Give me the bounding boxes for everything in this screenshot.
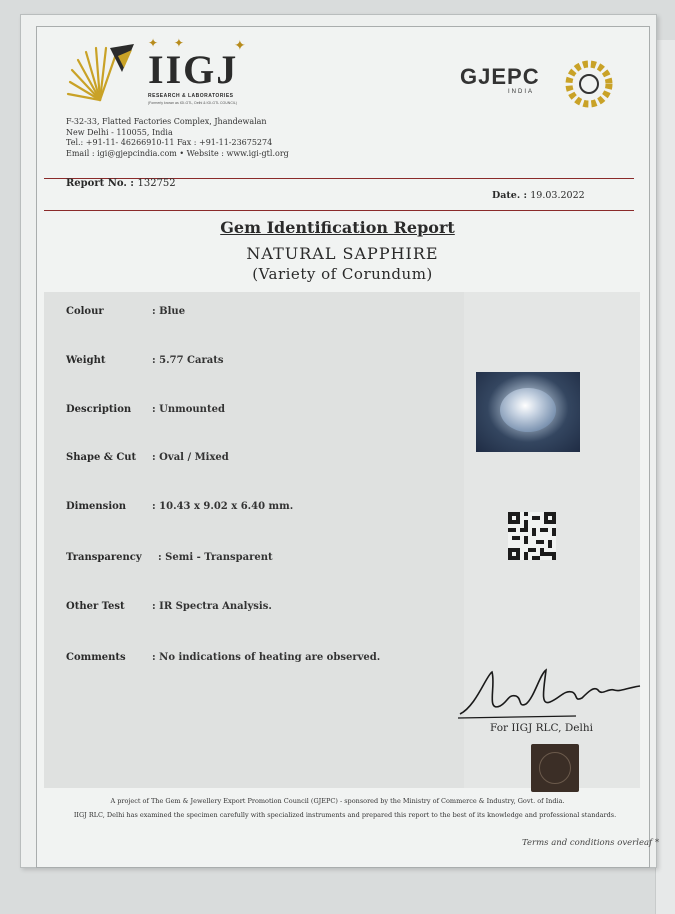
field-value: : No indications of heating are observed. bbox=[152, 652, 381, 663]
background-edge bbox=[655, 40, 675, 914]
gjepc-logo-icon bbox=[563, 58, 615, 110]
field-value: : Unmounted bbox=[152, 404, 225, 415]
field-label: Description bbox=[66, 404, 132, 415]
gem-variety: (Variety of Corundum) bbox=[252, 265, 433, 283]
star-icon: ✦ ✦ bbox=[148, 36, 190, 50]
brand-subtitle: RESEARCH & LABORATORIES bbox=[148, 93, 234, 99]
address-line: New Delhi - 110055, India bbox=[66, 127, 173, 137]
field-value: : 5.77 Carats bbox=[152, 355, 224, 366]
report-date-label: Date. : bbox=[492, 190, 527, 201]
address-email: Email : igi@gjepcindia.com • Website : www.igi-gtl.org bbox=[66, 148, 289, 158]
partner-country: INDIA bbox=[508, 89, 535, 95]
brand-name: IIGJ bbox=[148, 47, 239, 92]
gem-name: NATURAL SAPPHIRE bbox=[246, 244, 439, 263]
field-value: : Blue bbox=[152, 306, 186, 317]
field-label: Transparency bbox=[66, 552, 142, 563]
signature-image bbox=[456, 666, 646, 726]
seal-ring bbox=[539, 752, 571, 784]
report-date bbox=[492, 190, 585, 201]
hologram-seal bbox=[531, 744, 579, 792]
footer-disclaimer: IIGJ RLC, Delhi has examined the specimen carefully with specialized instruments and prepared this report to the best of its knowledge and professional standards. bbox=[73, 811, 617, 819]
field-label: Colour bbox=[66, 306, 104, 317]
divider bbox=[44, 210, 634, 211]
star-icon: ✦ bbox=[234, 38, 246, 54]
signatory-line: For IIGJ RLC, Delhi bbox=[490, 722, 593, 734]
field-value: : IR Spectra Analysis. bbox=[152, 601, 272, 612]
lab-address bbox=[66, 117, 289, 159]
sapphire-stone-image bbox=[500, 388, 556, 432]
partner-name: GJEPC bbox=[460, 64, 540, 89]
report-number bbox=[66, 178, 176, 189]
terms-link: Terms and conditions overleaf * bbox=[522, 838, 660, 848]
footer-project-note: A project of The Gem & Jewellery Export Promotion Council (GJEPC) - sponsored by the Ministry of Commerce & Industry, Govt. of India. bbox=[110, 797, 565, 805]
field-value: : 10.43 x 9.02 x 6.40 mm. bbox=[152, 501, 294, 512]
field-label: Comments bbox=[66, 652, 126, 663]
qr-code-icon bbox=[508, 512, 556, 560]
brand-subtitle-note: (Formerly known as IGI-GTL, Delhi & IGI-GTL COUNCIL) bbox=[148, 101, 237, 105]
field-label: Weight bbox=[66, 355, 106, 366]
address-line: F-32-33, Flatted Factories Complex, Jhandewalan bbox=[66, 117, 267, 126]
field-label: Shape & Cut bbox=[66, 452, 137, 463]
address-phone: Tel.: +91-11- 46266910-11 Fax : +91-11-23675274 bbox=[66, 138, 273, 147]
field-label: Dimension bbox=[66, 501, 127, 512]
field-value: : Oval / Mixed bbox=[152, 452, 229, 463]
details-panel-left bbox=[44, 292, 464, 788]
report-title: Gem Identification Report bbox=[220, 218, 455, 237]
report-number-value: 132752 bbox=[137, 178, 176, 189]
iigj-logo-icon bbox=[66, 42, 136, 108]
report-date-value: 19.03.2022 bbox=[530, 190, 585, 201]
field-label: Other Test bbox=[66, 601, 125, 612]
field-value: : Semi - Transparent bbox=[158, 552, 273, 563]
report-number-label: Report No. : bbox=[66, 178, 134, 189]
